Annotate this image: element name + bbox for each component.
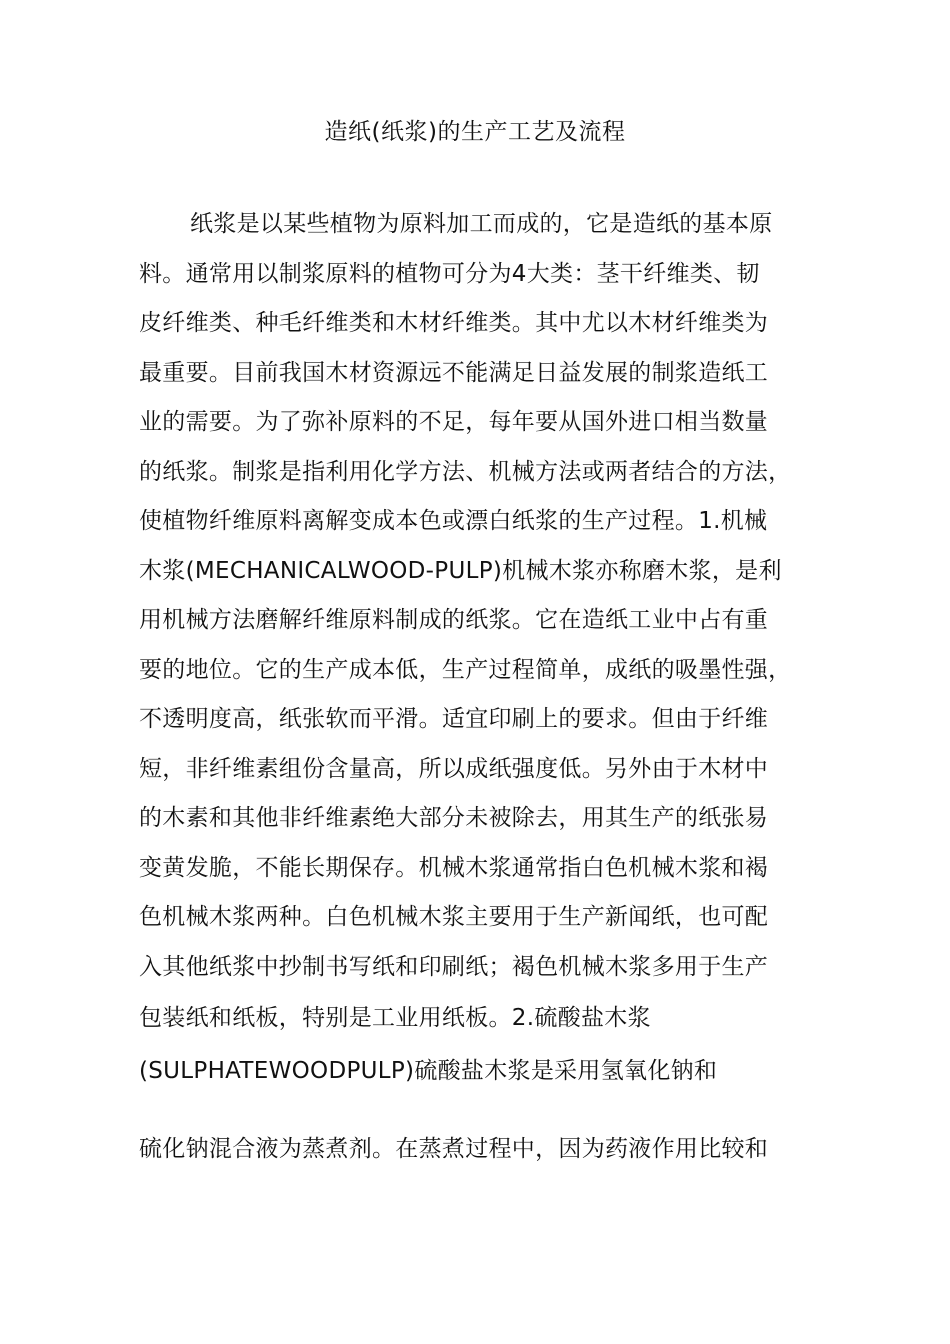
- paragraph-line: 最重要。目前我国木材资源远不能满足日益发展的制浆造纸工: [139, 360, 769, 386]
- paragraph-line: 用机械方法磨解纤维原料制成的纸浆。它在造纸工业中占有重: [139, 607, 769, 633]
- paragraph-line: 使植物纤维原料离解变成本色或漂白纸浆的生产过程。1.机械: [139, 508, 768, 534]
- paragraph-line: 业的需要。为了弥补原料的不足，每年要从国外进口相当数量: [139, 409, 769, 435]
- paragraph-line: 皮纤维类、种毛纤维类和木材纤维类。其中尤以木材纤维类为: [139, 310, 769, 336]
- paragraph-line: 变黄发脆，不能长期保存。机械木浆通常指白色机械木浆和褐: [139, 855, 769, 881]
- paragraph-line: 要的地位。它的生产成本低，生产过程简单，成纸的吸墨性强，: [139, 657, 792, 683]
- paragraph-line: 料。通常用以制浆原料的植物可分为4大类：茎干纤维类、韧: [139, 261, 760, 287]
- paragraph-line: 木浆(MECHANICALWOOD-PULP)机械木浆亦称磨木浆，是利: [139, 558, 782, 584]
- paragraph-line: 短，非纤维素组份含量高，所以成纸强度低。另外由于木材中: [139, 756, 769, 782]
- paragraph-line: 硫化钠混合液为蒸煮剂。在蒸煮过程中，因为药液作用比较和: [139, 1136, 769, 1162]
- paragraph-line: 的木素和其他非纤维素绝大部分未被除去，用其生产的纸张易: [139, 805, 769, 831]
- document-title: 造纸(纸浆)的生产工艺及流程: [324, 119, 626, 145]
- paragraph-line: 包装纸和纸板，特别是工业用纸板。2.硫酸盐木浆: [139, 1005, 651, 1031]
- paragraph-line: 色机械木浆两种。白色机械木浆主要用于生产新闻纸，也可配: [139, 904, 769, 930]
- paragraph-line: 入其他纸浆中抄制书写纸和印刷纸；褐色机械木浆多用于生产: [139, 954, 769, 980]
- paragraph-line: 的纸浆。制浆是指利用化学方法、机械方法或两者结合的方法，: [139, 459, 792, 485]
- paragraph-line: (SULPHATEWOODPULP)硫酸盐木浆是采用氢氧化钠和: [139, 1058, 718, 1084]
- paragraph-line: 纸浆是以某些植物为原料加工而成的，它是造纸的基本原: [190, 211, 773, 237]
- paragraph-line: 不透明度高，纸张软而平滑。适宜印刷上的要求。但由于纤维: [139, 706, 769, 732]
